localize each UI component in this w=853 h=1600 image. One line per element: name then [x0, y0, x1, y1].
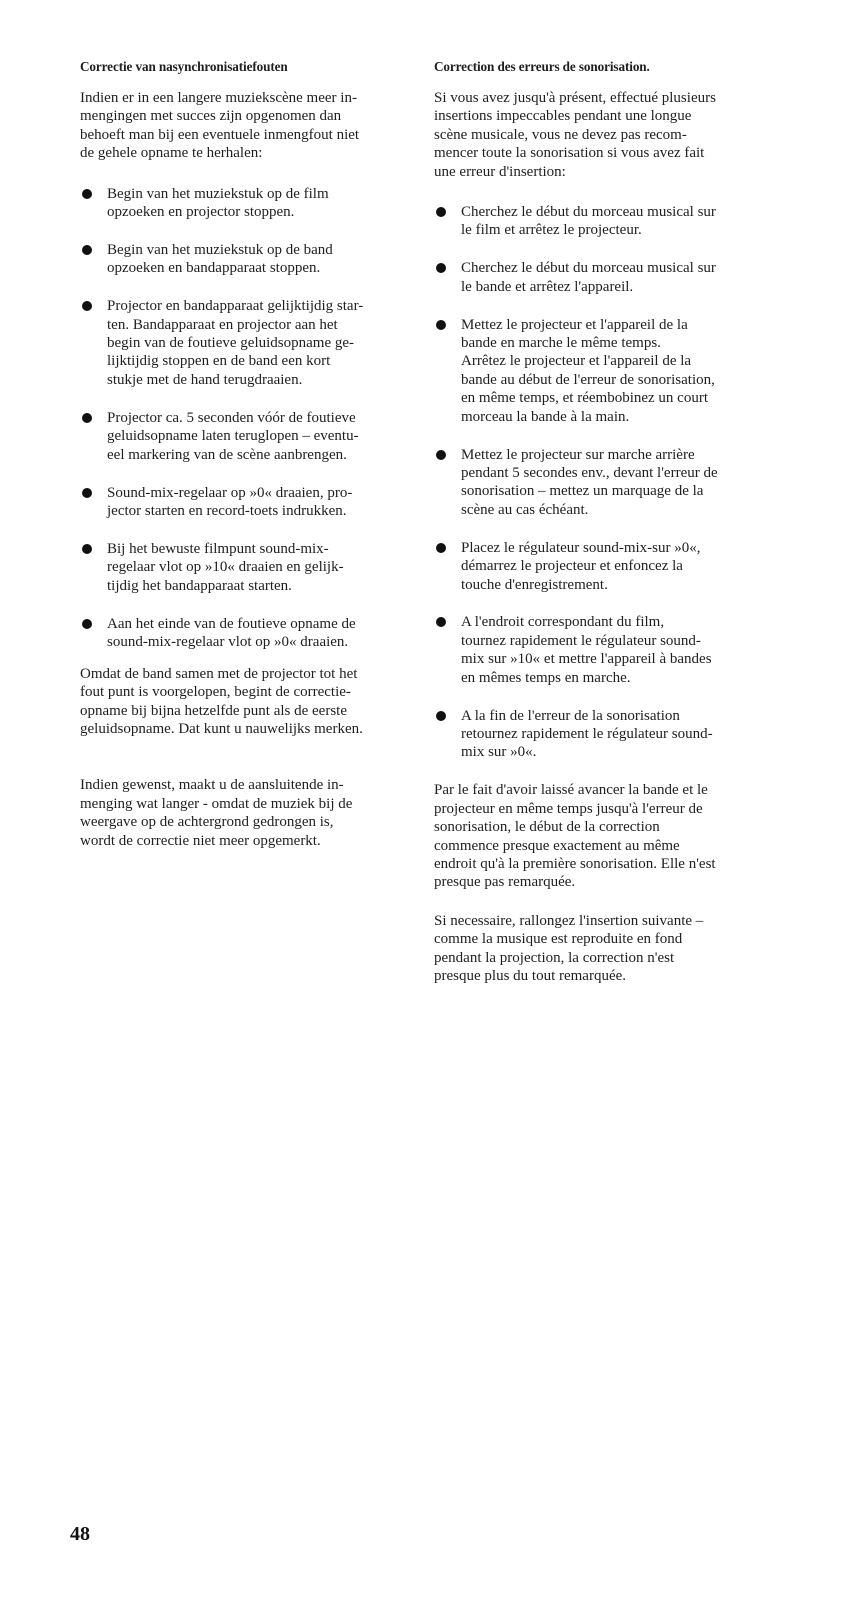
bullet-icon [82, 488, 92, 498]
bullet-icon [82, 301, 92, 311]
dutch-steps-list [80, 185, 410, 652]
list-item: Mettez le projecteur sur marche arrière pendant 5 secondes env., devant l'erreur de sonorisation – mettez un marquage de la scène au cas échéant. [434, 446, 764, 520]
list-item: Cherchez le début du morceau musical sur le bande et arrêtez l'appareil. [434, 259, 764, 296]
bullet-icon [436, 320, 446, 330]
bullet-icon [436, 450, 446, 460]
bullet-icon [436, 263, 446, 273]
bullet-icon [436, 207, 446, 217]
french-steps-list [434, 203, 764, 762]
list-item: Projector ca. 5 seconden vóór de foutieve geluidsopname laten teruglopen – eventu- eel markering van de scène aanbrengen. [80, 409, 410, 464]
bullet-icon [82, 544, 92, 554]
dutch-column [80, 58, 410, 850]
dutch-paragraph-3: Indien gewenst, maakt u de aansluitende in- menging wat langer - omdat de muziek bij de weergave op de achtergrond gedrongen is, wordt de correctie niet meer opgemerkt. [80, 777, 353, 849]
dutch-heading: Correctie van nasynchronisatiefouten [80, 59, 288, 74]
french-paragraph-2: Par le fait d'avoir laissé avancer la bande et le projecteur en même temps jusqu'à l'erreur de sonorisation, le début de la correction commence presque exactement au même endroit qu'à la première sonorisation. Elle n'est presque pas remarquée. [434, 782, 716, 891]
french-paragraph-3: Si necessaire, rallongez l'insertion suivante – comme la musique est reproduite en fond pendant la projection, la correction n'est presque plus du tout remarquée. [434, 912, 704, 984]
bullet-icon [436, 617, 446, 627]
dutch-paragraph-2: Omdat de band samen met de projector tot het fout punt is voorgelopen, begint de correctie- opname bij bijna hetzelfde punt als de eerste geluidsopname. Dat kunt u nauwelijks merken. [80, 665, 363, 738]
list-item: Begin van het muziekstuk op de band opzoeken en bandapparaat stoppen. [80, 241, 410, 278]
list-item: Mettez le projecteur et l'appareil de la bande en marche le même temps. Arrêtez le projecteur et l'appareil de la bande au début de l'erreur de sonorisation, en même temps, et réembobinez un court morceau la bande à la main. [434, 316, 764, 426]
list-item: Cherchez le début du morceau musical sur le film et arrêtez le projecteur. [434, 203, 764, 240]
bullet-icon [436, 543, 446, 553]
dutch-intro: Indien er in een langere muziekscène meer in- mengingen met succes zijn opgenomen dan behoeft man bij een eventuele inmengfout niet de gehele opname te herhalen: [80, 90, 360, 162]
list-item: Begin van het muziekstuk op de film opzoeken en projector stoppen. [80, 185, 410, 222]
list-item: Placez le régulateur sound-mix-sur »0«, démarrez le projecteur et enfoncez la touche d'enregistrement. [434, 539, 764, 594]
list-item: A la fin de l'erreur de la sonorisation retournez rapidement le régulateur sound- mix sur »0«. [434, 707, 764, 762]
bullet-icon [82, 413, 92, 423]
list-item: Projector en bandapparaat gelijktijdig star- ten. Bandapparaat en projector aan het begin van de foutieve geluidsopname ge- lijktijdig stoppen en de band een kort stukje met de hand terugdraaien. [80, 297, 410, 389]
french-column [434, 58, 764, 985]
page-number: 48 [70, 1523, 90, 1545]
list-item: Sound-mix-regelaar op »0« draaien, pro- jector starten en record-toets indrukken. [80, 484, 410, 521]
french-intro: Si vous avez jusqu'à présent, effectué plusieurs insertions impeccables pendant une longue scène musicale, vous ne devez pas recom- mencer toute la sonorisation si vous avez fait une erreur d'insertion: [434, 90, 716, 180]
french-heading: Correction des erreurs de sonorisation. [434, 59, 650, 74]
list-item: A l'endroit correspondant du film, tournez rapidement le régulateur sound- mix sur »10« et mettre l'appareil à bandes en mêmes temps en marche. [434, 613, 764, 687]
list-item: Aan het einde van de foutieve opname de sound-mix-regelaar vlot op »0« draaien. [80, 615, 410, 652]
bullet-icon [436, 711, 446, 721]
bullet-icon [82, 245, 92, 255]
list-item: Bij het bewuste filmpunt sound-mix- regelaar vlot op »10« draaien en gelijk- tijdig het bandapparaat starten. [80, 540, 410, 595]
bullet-icon [82, 619, 92, 629]
bullet-icon [82, 189, 92, 199]
